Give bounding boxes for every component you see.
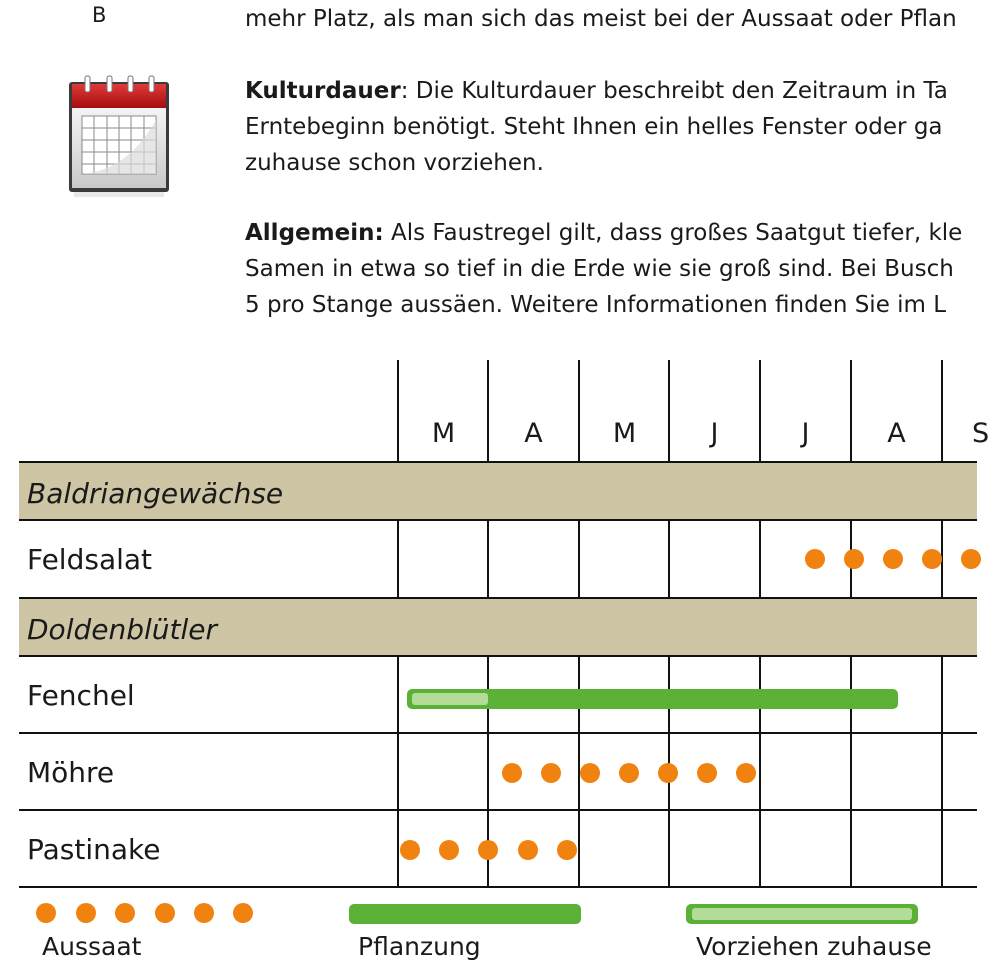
- kulturdauer-line-1: [245, 74, 948, 108]
- month-header-jun: J: [710, 418, 719, 449]
- kulturdauer-text: : Die Kulturdauer beschreibt den Zeitraum in Ta: [400, 78, 948, 104]
- allgemein-line-3: 5 pro Stange aussäen. Weitere Informationen finden Sie im L: [245, 292, 947, 318]
- plant-label-pastinake: Pastinake: [27, 833, 161, 866]
- legend-vorziehen-label: Vorziehen zuhause: [696, 932, 932, 961]
- kulturdauer-label: Kulturdauer: [245, 78, 401, 104]
- feldsalat-aussaat-dots: [805, 549, 981, 569]
- pastinake-aussaat-dots: [400, 840, 577, 860]
- moehre-aussaat-dots: [502, 763, 756, 783]
- allgemein-label: Allgemein:: [245, 220, 384, 246]
- legend-aussaat-label: Aussaat: [42, 932, 142, 961]
- month-header-mai: M: [612, 418, 637, 449]
- kulturdauer-line-3: zuhause schon vorziehen.: [245, 150, 544, 176]
- legend-vorziehen-swatch: [686, 904, 918, 924]
- plant-label-moehre: Möhre: [27, 756, 115, 789]
- month-header-aug: A: [887, 418, 906, 449]
- legend-pflanzung-swatch: [349, 904, 581, 924]
- kulturdauer-line-2: Erntebeginn benötigt. Steht Ihnen ein helles Fenster oder ga: [245, 114, 943, 140]
- plant-label-feldsalat: Feldsalat: [27, 543, 153, 576]
- legend-aussaat-swatch: [36, 903, 253, 923]
- allgemein-line-2: Samen in etwa so tief in die Erde wie sie groß sind. Bei Busch: [245, 256, 954, 282]
- fenchel-bar: [407, 689, 898, 709]
- side-letter: B: [92, 3, 107, 27]
- plant-label-fenchel: Fenchel: [27, 679, 135, 712]
- group-label-doldenbluetler: Doldenblütler: [27, 613, 218, 646]
- group-label-baldriangewaechse: Baldriangewächse: [27, 477, 284, 510]
- legend-pflanzung-label: Pflanzung: [358, 932, 481, 961]
- calendar-icon: [68, 74, 172, 198]
- allgemein-line-1: [245, 216, 962, 250]
- month-header-sep: S: [972, 418, 989, 449]
- month-header-jul: J: [801, 418, 810, 449]
- month-header-apr: A: [524, 418, 543, 449]
- intro-line: mehr Platz, als man sich das meist bei der Aussaat oder Pflan: [245, 6, 957, 32]
- grid-horizontal-lines: [19, 462, 977, 887]
- allgemein-text: Als Faustregel gilt, dass großes Saatgut tiefer, kle: [383, 220, 963, 246]
- month-header-mar: M: [431, 418, 456, 449]
